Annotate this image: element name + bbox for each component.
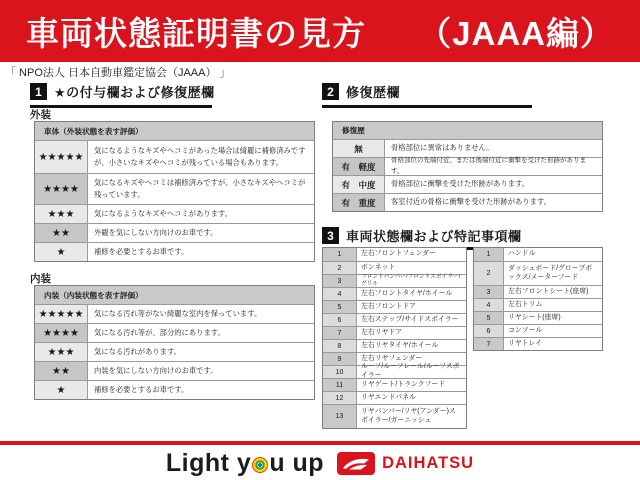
repair-history-table [332,121,603,212]
star-rating-cell: ★★ [35,224,88,242]
part-label: リヤシート(座席) [504,312,602,324]
exterior-rating-table [34,121,315,262]
part-number: 12 [323,392,357,404]
part-number: 10 [323,366,357,378]
part-label: 左右ステップ/サイドスポイラー [357,314,466,326]
rating-description: 気になるようなキズやヘコミがあった場合は綺麗に補修済みですが、小さいなキズやヘコミが残っている場合もあります。 [88,141,314,173]
rating-description: 気になるキズやヘコミは補修済みですが、小さなキズやヘコミが残っています。 [88,174,314,204]
part-number: 9 [323,353,357,365]
rating-description: 補修を必要とするお車です。 [88,381,314,399]
list-item [323,326,466,339]
table-row [35,204,314,223]
list-item [474,337,602,350]
part-number: 3 [474,286,504,298]
part-number: 7 [323,327,357,339]
repair-grade-cell: 無 [333,140,385,157]
list-item [474,248,602,261]
section-3-title: 車両状態欄および特記事項欄 [346,229,522,244]
list-item [474,324,602,337]
list-item [323,313,466,326]
part-label: リヤエンドパネル [357,392,466,404]
star-rating-cell: ★ [35,381,88,399]
part-number: 7 [474,338,504,350]
table-row [333,175,602,193]
list-item [323,274,466,287]
rating-description: 気になる汚れがあります。 [88,343,314,361]
table-row [333,139,602,157]
part-number: 6 [323,314,357,326]
star-rating-cell: ★★★ [35,205,88,223]
rating-description: 気になる汚れ等が、部分的にあります。 [88,324,314,342]
table-row [35,361,314,380]
repair-table-header: 修復歴 [333,122,602,139]
table-row [35,323,314,342]
exterior-label: 外装 [30,109,51,121]
section-2-title: 修復歴欄 [346,85,401,100]
list-item [474,298,602,311]
section-2-header [322,82,532,108]
part-number: 5 [323,301,357,313]
table-row [333,193,602,211]
list-item [474,311,602,324]
list-item [323,261,466,274]
part-label: 左右リヤフェンダー [357,353,466,365]
list-item [323,248,466,261]
interior-label: 内装 [30,273,51,285]
star-rating-cell: ★ [35,243,88,261]
exterior-parts-list [322,247,467,429]
part-label: 左右フロントドア [357,301,466,313]
part-label: リヤバンパー/リヤ(アンダー)スポイラー/ガーニッシュ [357,405,466,428]
table-row [35,342,314,361]
organization-subtitle: 「 NPO法人 日本自動車鑑定協会（JAAA） 」 [5,67,231,79]
list-item [323,404,466,428]
section-1-number-badge: 1 [30,83,47,100]
part-label: 左右フロントシート(座席) [504,286,602,298]
part-number: 6 [474,325,504,337]
part-number: 4 [323,288,357,300]
part-label: 左右フロントタイヤ/ホイール [357,288,466,300]
table-row [35,223,314,242]
page-title-edition: （JAAA編） [418,14,614,52]
part-number: 3 [323,275,357,287]
table-row [35,380,314,399]
repair-description: 骨格部位に異常はありません。 [385,140,602,157]
table-row [35,304,314,323]
footer-divider [0,441,640,445]
light-you-up-text-post: u up [269,448,325,477]
part-label: 左右リヤドア [357,327,466,339]
page-title: 車両状態証明書の見方 [26,14,366,52]
part-label: リヤトレイ [504,338,602,350]
list-item [323,339,466,352]
part-label: コンソール [504,325,602,337]
part-label: ハンドル [504,248,602,261]
interior-table-header: 内装（内装状態を表す評価） [35,286,314,304]
part-label: 左右リヤタイヤ/ホイール [357,340,466,352]
rating-description: 内装を気にしない方向けのお車です。 [88,362,314,380]
rating-description: 外観を気にしない方向けのお車です。 [88,224,314,242]
section-1-title: ★の付与欄および修復歴欄 [54,85,215,100]
part-label: 左右トリム [504,299,602,311]
part-label: ダッシュボード/グローブボックス/メーターフード [504,262,602,285]
star-rating-cell: ★★★★★ [35,141,88,173]
repair-grade-cell: 有 重度 [333,194,385,211]
part-number: 5 [474,312,504,324]
table-row [35,242,314,261]
daihatsu-wordmark: DAIHATSU [382,453,475,472]
list-item [323,300,466,313]
list-item [474,285,602,298]
star-rating-cell: ★★★★ [35,324,88,342]
daihatsu-emblem-icon [337,452,375,475]
part-label: ルーフ/ルーフレール/ルーフスポイラー [357,366,466,378]
repair-grade-cell: 有 軽度 [333,158,385,175]
light-you-up-logo [166,449,324,478]
title-banner [0,0,640,62]
interior-rating-table [34,285,315,400]
list-item [323,378,466,391]
table-row [333,157,602,175]
star-rating-cell: ★★★★ [35,174,88,204]
rating-description: 補修を必要とするお車です。 [88,243,314,261]
section-2-number-badge: 2 [322,83,339,100]
part-number: 4 [474,299,504,311]
rating-description: 気になる汚れ等がない綺麗な室内を保っています。 [88,305,314,323]
repair-description: 骨格部位に衝撃を受けた形跡があります。 [385,176,602,193]
part-number: 1 [323,248,357,261]
section-1-header [30,82,215,108]
daihatsu-logo [337,452,474,475]
repair-description: 骨格部位の先端付近、または後端付近に衝撃を受けた形跡があります。 [385,158,602,175]
star-rating-cell: ★★★★★ [35,305,88,323]
exterior-table-header: 車体（外装状態を表す評価） [35,122,314,140]
part-number: 2 [323,262,357,274]
part-number: 1 [474,248,504,261]
list-item [474,261,602,285]
part-label: フロントバンパー/フロントスポイラー/グリル [357,275,466,287]
repair-grade-cell: 有 中度 [333,176,385,193]
repair-description: 客室付近の骨格に衝撃を受けた形跡があります。 [385,194,602,211]
rating-description: 気になるようなキズやヘコミがあります。 [88,205,314,223]
list-item [323,391,466,404]
light-you-up-text-pre: Light y [165,448,252,477]
part-label: ボンネット [357,262,466,274]
table-row [35,173,314,204]
list-item [323,287,466,300]
part-label: 左右フロントフェンダー [357,248,466,261]
part-label: リヤゲート/トランクフード [357,379,466,391]
star-rating-cell: ★★ [35,362,88,380]
bullseye-icon [252,457,268,473]
interior-parts-list [473,247,603,351]
part-number: 11 [323,379,357,391]
star-rating-cell: ★★★ [35,343,88,361]
table-row [35,140,314,173]
part-number: 2 [474,262,504,285]
footer [0,448,640,478]
list-item [323,365,466,378]
part-number: 8 [323,340,357,352]
part-number: 13 [323,405,357,428]
section-3-number-badge: 3 [322,227,339,244]
